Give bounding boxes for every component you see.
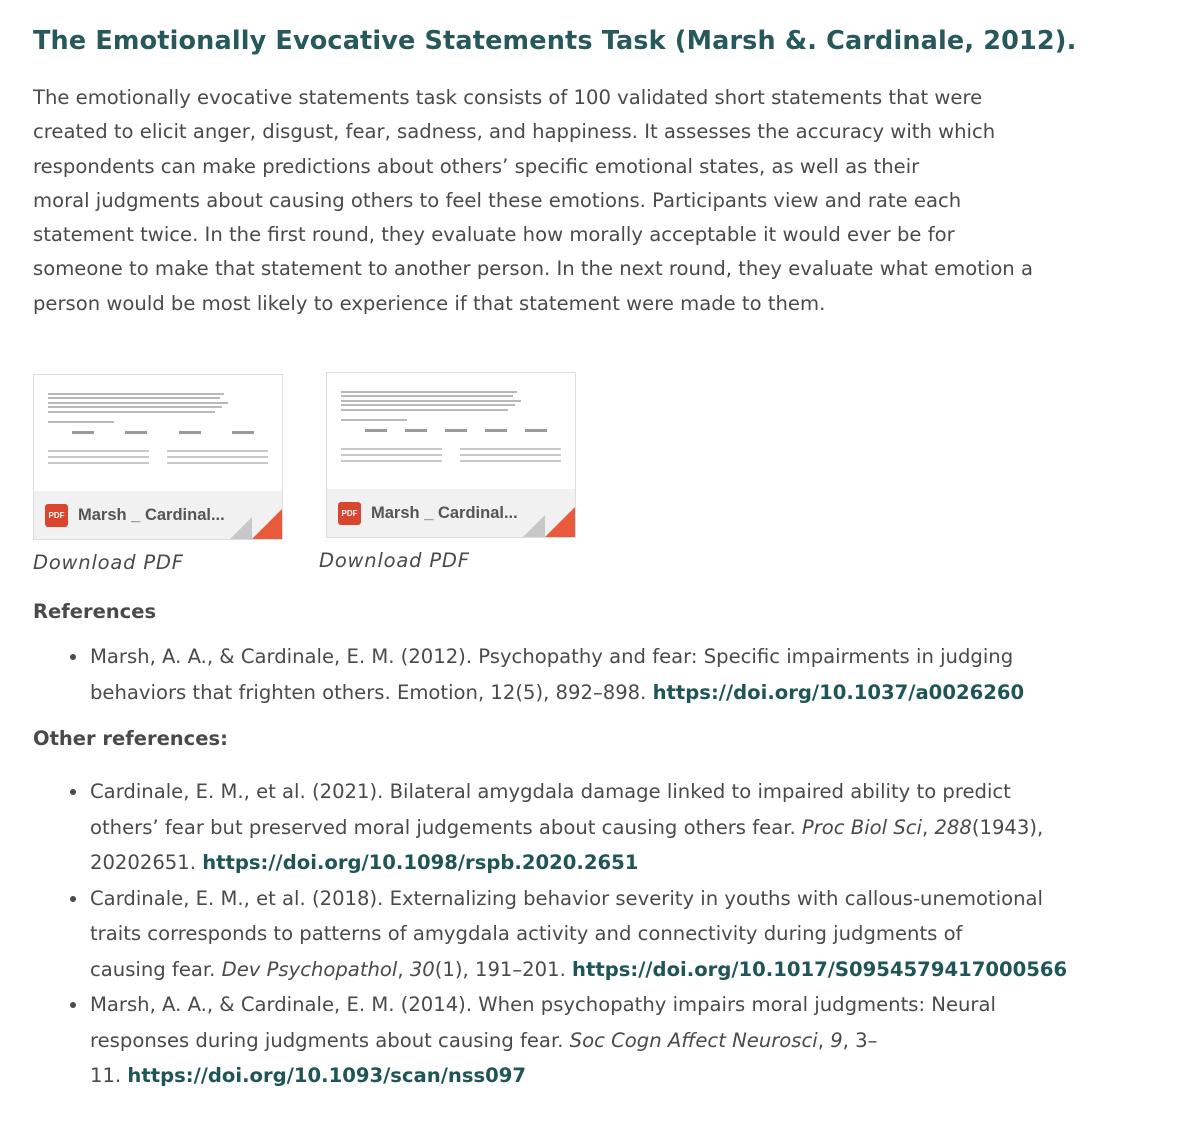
intro-line: someone to make that statement to another person. In the next round, they evaluate what emotion a [33,257,1033,281]
pdf-file-icon: PDF [338,502,361,525]
intro-line: moral judgments about causing others to feel these emotions. Participants view and rate each [33,188,962,212]
pdf-preview-thumbnail [34,375,282,493]
list-item: Cardinale, E. M., et al. (2018). Externalizing behavior severity in youths with callous-unemotional traits corresponds to patterns of amygdala activity and connectivity during judgments of causing fear. Dev Psychopathol, 30(1), 191–201. https://doi.org/10.1017/S0954579417000566 [33,881,1170,988]
intro-line: statement twice. In the first round, they evaluate how morally acceptable it would ever be for [33,223,955,247]
download-pdf-link-1[interactable]: Download PDF [33,551,184,575]
intro-line: The emotionally evocative statements task consists of 100 validated short statements that were [33,86,983,109]
list-item: Cardinale, E. M., et al. (2021). Bilateral amygdala damage linked to impaired ability to predict others’ fear but preserved moral judgements about causing others fear. Proc Biol Sci, 288(1943), 20202651. https://doi.org/10.1098/rspb.2020.2651 [33,774,1170,881]
download-pdf-link-2[interactable]: Download PDF [319,549,470,573]
list-item: Marsh, A. A., & Cardinale, E. M. (2014). When psychopathy impairs moral judgments: Neural responses during judgments about causing fear. Soc Cogn Affect Neurosci, 9, 3– 11. https://doi.org/10.1093/scan/nss097 [33,987,1170,1094]
pdf-attachments [33,361,1170,583]
pdf-preview-thumbnail [327,373,575,491]
page-title: The Emotionally Evocative Statements Task (Marsh &. Cardinale, 2012). [33,26,1077,56]
page-fold-icon [523,515,545,537]
intro-line: created to elicit anger, disgust, fear, sadness, and happiness. It assesses the accuracy with which [33,120,996,144]
list-item: Marsh, A. A., & Cardinale, E. M. (2012). Psychopathy and fear: Specific impairments in judging behaviors that frighten others. Emotion, 12(5), 892–898. https://doi.org/10.1037/a0026260 [33,639,1170,710]
references-heading: References [33,600,157,624]
page-corner-icon [545,507,575,537]
pdf-card-2[interactable] [326,372,576,538]
pdf-card-footer [34,491,282,539]
page-corner-icon [252,509,282,539]
pdf-file-icon: PDF [45,504,68,527]
intro-line: person would be most likely to experience if that statement were made to them. [33,291,826,315]
doi-link[interactable]: https://doi.org/10.1017/S0954579417000566 [572,957,1068,981]
intro-line: respondents can make predictions about others’ specific emotional states, as well as their [33,154,920,178]
pdf-card-1[interactable] [33,374,283,540]
other-references-heading: Other references: [33,727,228,751]
doi-link[interactable]: https://doi.org/10.1037/a0026260 [652,680,1025,704]
page-fold-icon [230,517,252,539]
intro-paragraph [33,81,1173,321]
pdf-file-name: Marsh _ Cardinal... [371,503,518,522]
doi-link[interactable]: https://doi.org/10.1098/rspb.2020.2651 [202,851,639,875]
pdf-file-name: Marsh _ Cardinal... [78,505,225,524]
doi-link[interactable]: https://doi.org/10.1093/scan/nss097 [127,1064,527,1088]
pdf-card-footer [327,489,575,537]
other-references-list [33,774,1170,1094]
references-list [33,639,1170,710]
